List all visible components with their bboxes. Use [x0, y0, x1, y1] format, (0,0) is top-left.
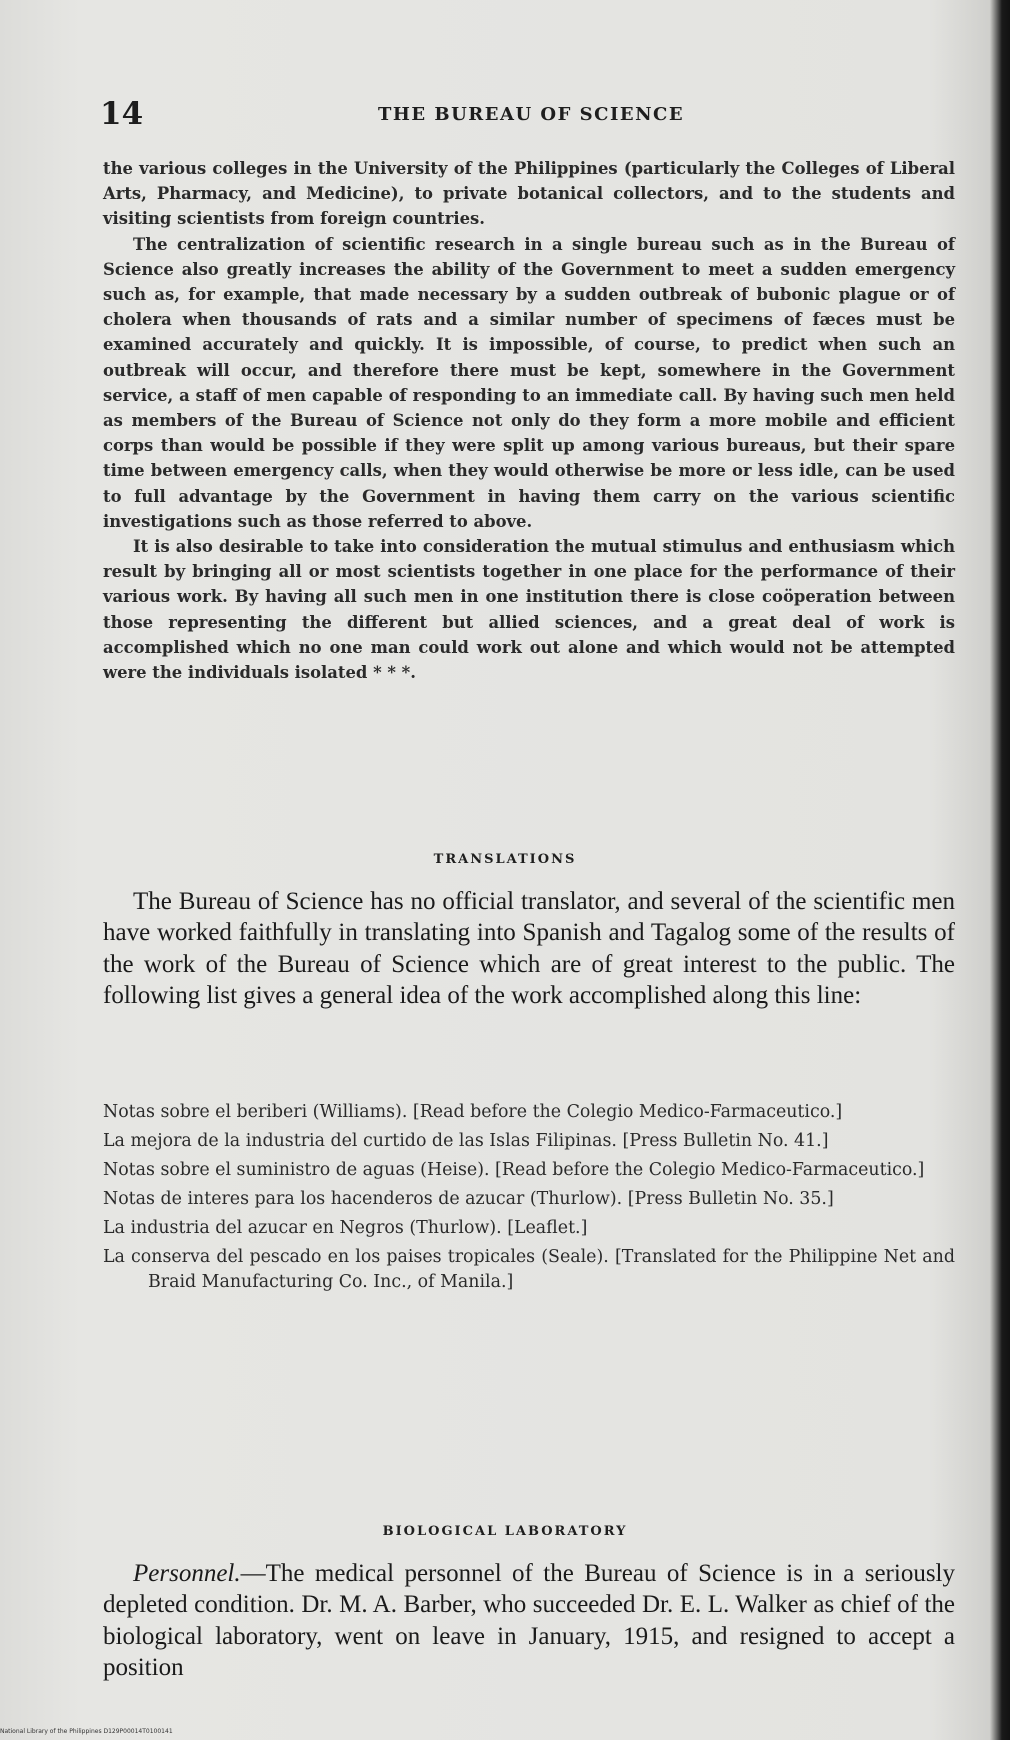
translation-title: La mejora de la industria del curtido de las Islas Filipinas. — [103, 1131, 617, 1151]
translation-item — [103, 1100, 955, 1125]
translation-title: La conserva del pescado en los paises tropicales (Seale). — [103, 1247, 609, 1267]
translation-note: [Press Bulletin No. 41.] — [622, 1131, 829, 1151]
biological-text-block — [103, 1558, 955, 1684]
paragraph-mutual-stimulus: It is also desirable to take into consideration the mutual stimulus and enthusiasm which result by bringing all or most scientists together in one place for the performance of their various work. By having all such men in one institution there is close coöperation between those representing the different but allied sciences, and a great deal of work is accomplished which no one man could work out alone and which would not be attempted were the individuals isolated * * *. — [103, 537, 955, 683]
paragraph-colleges: the various colleges in the University of the Philippines (particularly the Colleges of Liberal Arts, Pharmacy, and Medicine), to private botanical collectors, and to the students and visiting scientists from foreign countries. — [103, 159, 955, 229]
paragraph-centralization: The centralization of scientific research in a single bureau such as in the Bureau of Science also greatly increases the ability of the Government to meet a sudden emergency such as, for example, that made necessary by a sudden outbreak of bubonic plague or of cholera when thousands of rats and a similar number of specimens of fæces must be examined accurately and quickly. It is impossible, of course, to predict when such an outbreak will occur, and therefore there must be kept, somewhere in the Government service, a staff of men capable of responding to an immediate call. By having such men held as members of the Bureau of Science not only do they form a more mobile and efficient corps than would be possible if they were split up among various bureaus, but their spare time between emergency calls, when they would otherwise be more or less idle, can be used to full advantage by the Government in having them carry on the various scientific investigations such as those referred to above. — [103, 234, 955, 531]
translation-title: La industria del azucar en Negros (Thurlow). — [103, 1218, 502, 1238]
translation-note: [Read before the Colegio Medico-Farmaceutico.] — [412, 1102, 843, 1122]
translation-note: [Leaflet.] — [507, 1218, 588, 1238]
translations-heading: TRANSLATIONS — [433, 852, 577, 867]
biological-laboratory-heading: BIOLOGICAL LABORATORY — [382, 1524, 628, 1539]
translation-note: [Translated for the Philippine Net and Braid Manufacturing Co. Inc., of Manila.] — [148, 1247, 955, 1292]
translation-title: Notas sobre el beriberi (Williams). — [103, 1102, 408, 1122]
page-number: 14 — [100, 96, 144, 132]
translation-item — [103, 1216, 955, 1241]
translation-note: [Press Bulletin No. 35.] — [627, 1189, 834, 1209]
translations-intro: The Bureau of Science has no official translator, and several of the scientific men have worked faithfully in translating into Spanish and Tagalog some of the results of the work of the Bureau of Science which are of great interest to the public. The following list gives a general idea of the work accomplished along this line: — [103, 888, 955, 1010]
intro-text-block — [103, 156, 955, 685]
page-header — [100, 96, 952, 136]
translation-item — [103, 1245, 955, 1295]
personnel-paragraph — [103, 1558, 955, 1684]
translation-title: Notas sobre el suministro de aguas (Heise). — [103, 1160, 490, 1180]
translation-item — [103, 1158, 955, 1183]
translation-item — [103, 1187, 955, 1212]
running-head: THE BUREAU OF SCIENCE — [378, 104, 685, 125]
translations-list — [103, 1100, 955, 1299]
translations-intro-block — [103, 886, 955, 1012]
personnel-lead: Personnel. — [133, 1560, 241, 1587]
translation-title: Notas de interes para los hacenderos de azucar (Thurlow). — [103, 1189, 623, 1209]
scan-credit: National Library of the Philippines D129P00014T0100141 — [0, 1728, 173, 1735]
personnel-text: —The medical personnel of the Bureau of Science is in a seriously depleted condition. Dr. M. A. Barber, who succeeded Dr. E. L. Walker as chief of the biological laboratory, went on leave in January, 1915, and resigned to accept a position — [103, 1560, 955, 1682]
translation-note: [Read before the Colegio Medico-Farmaceutico.] — [495, 1160, 925, 1180]
translation-item — [103, 1129, 955, 1154]
